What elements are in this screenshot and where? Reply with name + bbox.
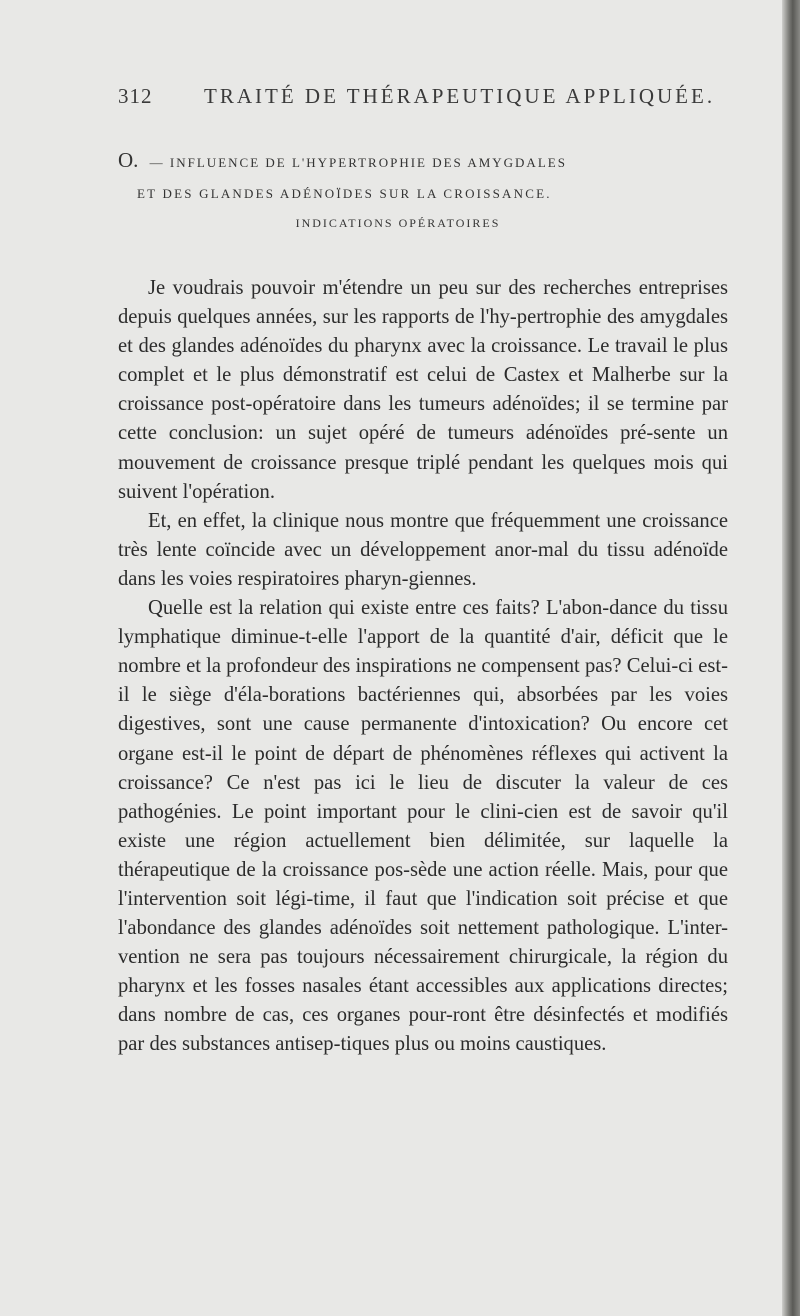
page-number: 312 [118, 84, 153, 108]
section-title-line-1: INFLUENCE DE L'HYPERTROPHIE DES AMYGDALES [169, 155, 567, 170]
section-heading-line-1 [118, 148, 718, 174]
section-heading [118, 148, 718, 231]
running-header [118, 84, 728, 114]
body-text [118, 274, 728, 1060]
page-edge [782, 0, 800, 1316]
paragraph: Je voudrais pouvoir m'étendre un peu sur des recherches entreprises depuis quelques années, sur les rapports de l'hy-pertrophie des amygdales et des glandes adénoïdes du pharynx avec la croissance. Le travail le plus complet et le plus démonstratif est celui de Castex et Malherbe sur la croissance post-opératoire dans les tumeurs adénoïdes; il se termine par cette conclusion: un sujet opéré de tumeurs adénoïdes pré-sente un mouvement de croissance presque triplé pendant les quelques mois qui suivent l'opération. [118, 277, 728, 503]
paragraph: Et, en effet, la clinique nous montre que fréquemment une croissance très lente coïncide avec un développement anor-mal du tissu adénoïde dans les voies respiratoires pharyn-giennes. [118, 509, 728, 590]
paragraph: Quelle est la relation qui existe entre ces faits? L'abon-dance du tissu lymphatique diminue-t-elle l'apport de la quantité d'air, déficit que le nombre et la profondeur des inspirations ne compensent pas? Celui-ci est-il le siège d'éla-borations bactériennes qui, absorbées par les voies digestives, sont une cause permanente d'intoxication? Ou encore cet organe est-il le point de départ de phénomènes réflexes qui activent la croissance? Ce n'est pas ici le lieu de discuter la valeur de ces pathogénies. Le point important pour le clini-cien est de savoir qu'il existe une région actuellement bien délimitée, sur laquelle la thérapeutique de la croissance pos-sède une action réelle. Mais, pour que l'intervention soit légi-time, il faut que l'indication soit précise et que l'abondance des glandes adénoïdes soit nettement pathologique. L'inter-vention ne sera pas toujours nécessairement chirurgicale, la région du pharynx et les fosses nasales étant accessibles aux applications directes; dans nombre de cas, ces organes pour-ront être désinfectés et modifiés par des substances antisep-tiques plus ou moins caustiques. [118, 597, 728, 1056]
section-title-line-3: INDICATIONS OPÉRATOIRES [295, 216, 501, 230]
section-number: O. [118, 148, 139, 172]
running-title: TRAITÉ DE THÉRAPEUTIQUE APPLIQUÉE. [204, 84, 716, 108]
section-title-line-2: ET DES GLANDES ADÉNOÏDES SUR LA CROISSANCE. [137, 186, 552, 201]
section-dash: — [149, 155, 165, 170]
